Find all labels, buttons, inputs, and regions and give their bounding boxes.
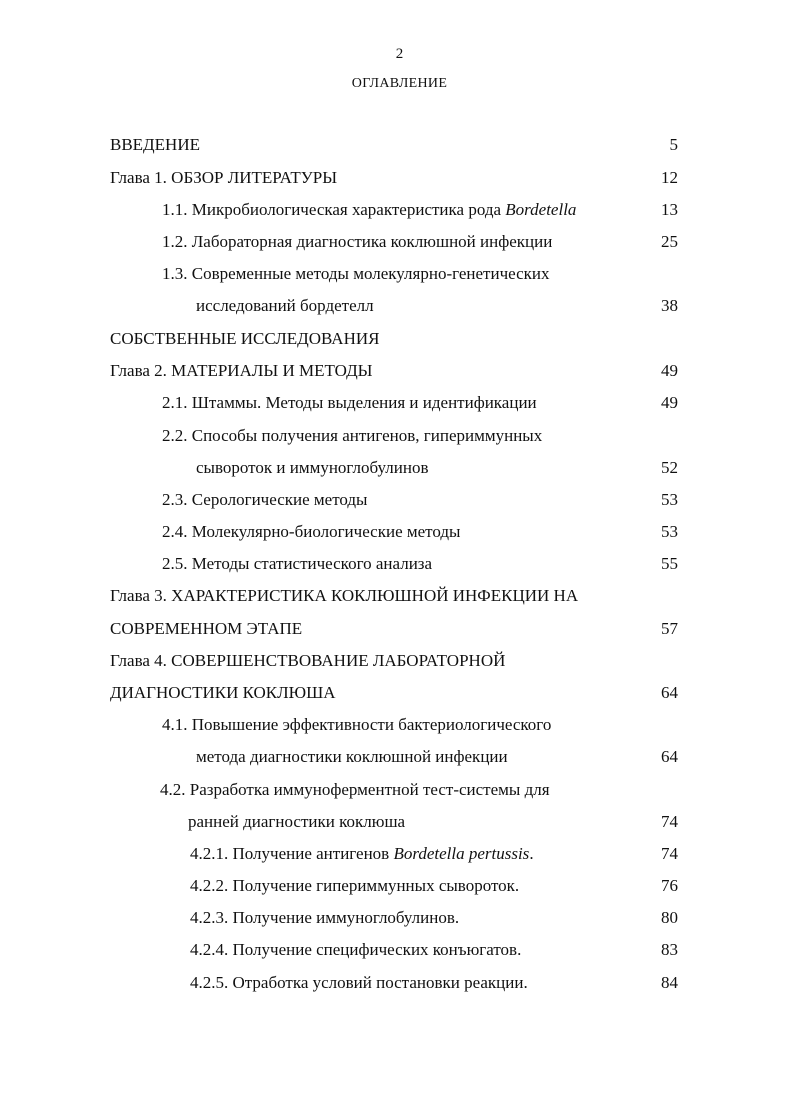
toc-page-2-2: 52: [661, 458, 678, 477]
toc-entry-1-3-line-1: 1.3. Современные методы молекулярно-генетических: [162, 264, 550, 283]
toc-entry-4-2-line-1: 4.2. Разработка иммуноферментной тест-системы для: [160, 780, 550, 799]
toc-page-2-1: 49: [661, 393, 678, 412]
toc-page-4-2: 74: [661, 812, 678, 831]
toc-page-4-2-3: 80: [661, 908, 678, 927]
toc-entry-2-4: 2.4. Молекулярно-биологические методы: [162, 522, 461, 541]
toc-page-intro: 5: [669, 135, 678, 154]
toc-page-chapter-1: 12: [661, 168, 678, 187]
page-number: 2: [395, 46, 404, 62]
toc-entry-chapter-4-line-2: ДИАГНОСТИКИ КОКЛЮША: [110, 683, 336, 702]
toc-page-4-2-2: 76: [661, 876, 678, 895]
toc-page-1-3: 38: [661, 296, 678, 315]
toc-entry-intro: ВВЕДЕНИЕ: [110, 135, 200, 154]
toc-page-chapter-3: 57: [661, 619, 678, 638]
toc-page-4-2-5: 84: [661, 973, 678, 992]
toc-entry-4-2-4: 4.2.4. Получение специфических конъюгатов.: [190, 940, 522, 959]
toc-entry-4-2-3: 4.2.3. Получение иммуноглобулинов.: [190, 908, 460, 927]
toc-entry-1-1: [162, 198, 576, 222]
toc-page-chapter-4: 64: [661, 683, 678, 702]
toc-entry-2-1: 2.1. Штаммы. Методы выделения и идентификации: [162, 393, 537, 412]
toc-entry-1-1-text: 1.1. Микробиологическая характеристика рода: [162, 200, 506, 219]
toc-entry-4-2-1-text: 4.2.1. Получение антигенов: [190, 844, 394, 863]
toc-entry-2-2-line-2: сывороток и иммуноглобулинов: [196, 458, 429, 477]
toc-page-2-5: 55: [661, 554, 678, 573]
toc-entry-chapter-3-line-2: СОВРЕМЕННОМ ЭТАПЕ: [110, 619, 303, 638]
toc-entry-4-2-1: [190, 842, 534, 866]
toc-entry-4-2-2: 4.2.2. Получение гипериммунных сывороток.: [190, 876, 520, 895]
toc-entry-4-1-line-2: метода диагностики коклюшной инфекции: [196, 747, 508, 766]
toc-page-chapter-2: 49: [661, 361, 678, 380]
toc-entry-2-2-line-1: 2.2. Способы получения антигенов, гипериммунных: [162, 426, 543, 445]
toc-entry-1-3-line-2: исследований бордетелл: [196, 296, 374, 315]
toc-entry-chapter-1: Глава 1. ОБЗОР ЛИТЕРАТУРЫ: [110, 168, 338, 187]
toc-entry-1-1-genus: Bordetella: [505, 200, 577, 219]
toc-page-4-2-4: 83: [661, 940, 678, 959]
toc-page-2-4: 53: [661, 522, 678, 541]
toc-entry-chapter-4-line-1: Глава 4. СОВЕРШЕНСТВОВАНИЕ ЛАБОРАТОРНОЙ: [110, 651, 506, 670]
toc-entry-own-research: СОБСТВЕННЫЕ ИССЛЕДОВАНИЯ: [110, 329, 380, 348]
toc-entry-2-5: 2.5. Методы статистического анализа: [162, 554, 433, 573]
toc-entry-2-3: 2.3. Серологические методы: [162, 490, 368, 509]
toc-entry-4-2-5: 4.2.5. Отработка условий постановки реакции.: [190, 973, 528, 992]
toc-page-4-1: 64: [661, 747, 678, 766]
toc-page-1-1: 13: [661, 200, 678, 219]
toc-entry-4-2-1-species: Bordetella pertussis: [393, 844, 530, 863]
toc-entry-4-2-1-period: .: [529, 844, 534, 863]
toc-entry-chapter-2: Глава 2. МАТЕРИАЛЫ И МЕТОДЫ: [110, 361, 373, 380]
toc-page-4-2-1: 74: [661, 844, 678, 863]
toc-entry-4-2-line-2: ранней диагностики коклюша: [188, 812, 406, 831]
toc-page-1-2: 25: [661, 232, 678, 251]
page-title: ОГЛАВЛЕНИЕ: [351, 76, 448, 91]
toc-entry-chapter-3-line-1: Глава 3. ХАРАКТЕРИСТИКА КОКЛЮШНОЙ ИНФЕКЦИИ НА: [110, 586, 579, 605]
toc-entry-1-2: 1.2. Лабораторная диагностика коклюшной инфекции: [162, 232, 553, 251]
toc-entry-4-1-line-1: 4.1. Повышение эффективности бактериологического: [162, 715, 552, 734]
toc-page-2-3: 53: [661, 490, 678, 509]
